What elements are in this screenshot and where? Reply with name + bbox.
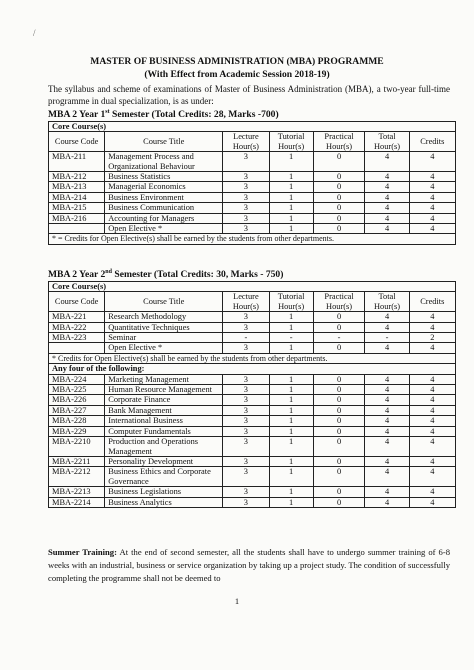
course-title-cell: Seminar bbox=[105, 333, 223, 343]
total-hours-cell: 4 bbox=[365, 497, 409, 507]
credits-cell: 2 bbox=[409, 333, 455, 343]
course-code-cell: MBA-225 bbox=[49, 385, 105, 395]
course-title-cell: Business Communication bbox=[105, 203, 223, 213]
credits-cell: 4 bbox=[409, 395, 455, 405]
document-title: MASTER OF BUSINESS ADMINISTRATION (MBA) PROGRAMME bbox=[90, 56, 384, 67]
total-hours-cell: 4 bbox=[365, 487, 409, 497]
lecture-hours-cell: 3 bbox=[223, 467, 269, 487]
course-code-cell: MBA-227 bbox=[49, 405, 105, 415]
credits-cell: 4 bbox=[409, 467, 455, 487]
course-row bbox=[49, 416, 456, 426]
tutorial-hours-cell: 1 bbox=[269, 213, 313, 223]
course-code-cell: MBA-226 bbox=[49, 395, 105, 405]
course-title-cell: Business Analytics bbox=[105, 497, 223, 507]
lecture-hours-cell: 3 bbox=[223, 172, 269, 182]
total-hours-cell: 4 bbox=[365, 416, 409, 426]
total-hours-cell: 4 bbox=[365, 437, 409, 457]
practical-hours-cell: 0 bbox=[313, 213, 365, 223]
course-title-cell: Management Process and Organizational Behaviour bbox=[105, 152, 223, 172]
course-title-cell: Production and Operations Management bbox=[105, 437, 223, 457]
credits-cell: 4 bbox=[409, 322, 455, 332]
course-title-cell: Bank Management bbox=[105, 405, 223, 415]
course-row bbox=[49, 497, 456, 507]
tutorial-hours-cell: 1 bbox=[269, 405, 313, 415]
col-credits: Credits bbox=[409, 132, 455, 152]
tutorial-hours-cell: 1 bbox=[269, 374, 313, 384]
course-row bbox=[49, 322, 456, 332]
col-total: Total Hour(s) bbox=[365, 132, 409, 152]
course-row bbox=[49, 395, 456, 405]
course-row bbox=[49, 213, 456, 223]
credits-cell: 4 bbox=[409, 192, 455, 202]
col-tutorial: Tutorial Hour(s) bbox=[269, 132, 313, 152]
practical-hours-cell: 0 bbox=[313, 385, 365, 395]
total-hours-cell: - bbox=[365, 333, 409, 343]
col-lecture: Lecture Hour(s) bbox=[223, 132, 269, 152]
course-title-cell: Business Legislations bbox=[105, 487, 223, 497]
course-code-cell: MBA-221 bbox=[49, 312, 105, 322]
practical-hours-cell: 0 bbox=[313, 343, 365, 353]
lecture-hours-cell: 3 bbox=[223, 224, 269, 234]
total-hours-cell: 4 bbox=[365, 182, 409, 192]
credits-cell: 4 bbox=[409, 456, 455, 466]
credits-cell: 4 bbox=[409, 343, 455, 353]
course-code-cell: MBA-224 bbox=[49, 374, 105, 384]
course-code-cell: MBA-2212 bbox=[49, 467, 105, 487]
course-row bbox=[49, 203, 456, 213]
course-title-cell: Personality Development bbox=[105, 456, 223, 466]
practical-hours-cell: 0 bbox=[313, 203, 365, 213]
credits-cell: 4 bbox=[409, 385, 455, 395]
course-row bbox=[49, 374, 456, 384]
course-row bbox=[49, 487, 456, 497]
total-hours-cell: 4 bbox=[365, 467, 409, 487]
credits-cell: 4 bbox=[409, 426, 455, 436]
tutorial-hours-cell: 1 bbox=[269, 224, 313, 234]
practical-hours-cell: 0 bbox=[313, 395, 365, 405]
total-hours-cell: 4 bbox=[365, 385, 409, 395]
course-code-cell: MBA-211 bbox=[49, 152, 105, 172]
lecture-hours-cell: 3 bbox=[223, 395, 269, 405]
course-title-cell: Marketing Management bbox=[105, 374, 223, 384]
credits-cell: 4 bbox=[409, 203, 455, 213]
course-code-cell: MBA-228 bbox=[49, 416, 105, 426]
tutorial-hours-cell: 1 bbox=[269, 426, 313, 436]
practical-hours-cell: 0 bbox=[313, 456, 365, 466]
practical-hours-cell: 0 bbox=[313, 172, 365, 182]
course-row bbox=[49, 467, 456, 487]
total-hours-cell: 4 bbox=[365, 213, 409, 223]
core-course-section: Core Course(s) bbox=[49, 122, 456, 132]
lecture-hours-cell: 3 bbox=[223, 213, 269, 223]
total-hours-cell: 4 bbox=[365, 224, 409, 234]
tutorial-hours-cell: 1 bbox=[269, 385, 313, 395]
lecture-hours-cell: 3 bbox=[223, 405, 269, 415]
semester-1-heading: MBA 2 Year 1st Semester (Total Credits: 28, Marks -700) bbox=[48, 109, 279, 121]
tutorial-hours-cell: 1 bbox=[269, 172, 313, 182]
course-code-cell bbox=[49, 343, 105, 353]
course-row bbox=[49, 152, 456, 172]
course-row bbox=[49, 437, 456, 457]
lecture-hours-cell: 3 bbox=[223, 192, 269, 202]
semester-1-table bbox=[48, 121, 456, 245]
course-code-cell: MBA-223 bbox=[49, 333, 105, 343]
course-code-cell: MBA-214 bbox=[49, 192, 105, 202]
total-hours-cell: 4 bbox=[365, 322, 409, 332]
course-row bbox=[49, 333, 456, 343]
lecture-hours-cell: 3 bbox=[223, 203, 269, 213]
course-row bbox=[49, 172, 456, 182]
course-row bbox=[49, 426, 456, 436]
course-row bbox=[49, 312, 456, 322]
lecture-hours-cell: 3 bbox=[223, 152, 269, 172]
practical-hours-cell: 0 bbox=[313, 224, 365, 234]
tutorial-hours-cell: 1 bbox=[269, 487, 313, 497]
core-course-section: Core Course(s) bbox=[49, 282, 456, 292]
practical-hours-cell: 0 bbox=[313, 416, 365, 426]
credits-cell: 4 bbox=[409, 182, 455, 192]
practical-hours-cell: 0 bbox=[313, 467, 365, 487]
credits-cell: 4 bbox=[409, 416, 455, 426]
practical-hours-cell: 0 bbox=[313, 322, 365, 332]
tutorial-hours-cell: 1 bbox=[269, 395, 313, 405]
tutorial-hours-cell: 1 bbox=[269, 152, 313, 172]
total-hours-cell: 4 bbox=[365, 192, 409, 202]
course-row bbox=[49, 182, 456, 192]
course-title-cell: Corporate Finance bbox=[105, 395, 223, 405]
lecture-hours-cell: 3 bbox=[223, 487, 269, 497]
course-title-cell: Business Statistics bbox=[105, 172, 223, 182]
course-code-cell bbox=[49, 224, 105, 234]
course-title-cell: Business Ethics and Corporate Governance bbox=[105, 467, 223, 487]
tutorial-hours-cell: 1 bbox=[269, 456, 313, 466]
course-code-cell: MBA-2214 bbox=[49, 497, 105, 507]
practical-hours-cell: 0 bbox=[313, 374, 365, 384]
credits-cell: 4 bbox=[409, 405, 455, 415]
summer-training-label: Summer Training: bbox=[48, 547, 117, 557]
lecture-hours-cell: 3 bbox=[223, 497, 269, 507]
lecture-hours-cell: 3 bbox=[223, 416, 269, 426]
practical-hours-cell: 0 bbox=[313, 312, 365, 322]
tutorial-hours-cell: 1 bbox=[269, 497, 313, 507]
lecture-hours-cell: 3 bbox=[223, 343, 269, 353]
course-title-cell: Research Methodology bbox=[105, 312, 223, 322]
course-row bbox=[49, 192, 456, 202]
lecture-hours-cell: 3 bbox=[223, 312, 269, 322]
course-title-cell: International Business bbox=[105, 416, 223, 426]
practical-hours-cell: 0 bbox=[313, 497, 365, 507]
course-title-cell: Quantitative Techniques bbox=[105, 322, 223, 332]
credits-cell: 4 bbox=[409, 152, 455, 172]
credits-cell: 4 bbox=[409, 374, 455, 384]
lecture-hours-cell: 3 bbox=[223, 385, 269, 395]
open-elective-note: * = Credits for Open Elective(s) shall be earned by the students from other departments. bbox=[49, 234, 456, 244]
practical-hours-cell: - bbox=[313, 333, 365, 343]
tutorial-hours-cell: 1 bbox=[269, 312, 313, 322]
col-total: Total Hour(s) bbox=[365, 292, 409, 312]
total-hours-cell: 4 bbox=[365, 312, 409, 322]
course-row bbox=[49, 224, 456, 234]
col-practical: Practical Hour(s) bbox=[313, 292, 365, 312]
credits-cell: 4 bbox=[409, 213, 455, 223]
practical-hours-cell: 0 bbox=[313, 487, 365, 497]
lecture-hours-cell: 3 bbox=[223, 322, 269, 332]
course-row bbox=[49, 343, 456, 353]
tutorial-hours-cell: 1 bbox=[269, 322, 313, 332]
scan-mark: / bbox=[33, 28, 36, 38]
semester-2-table bbox=[48, 281, 456, 508]
total-hours-cell: 4 bbox=[365, 343, 409, 353]
practical-hours-cell: 0 bbox=[313, 182, 365, 192]
course-code-cell: MBA-213 bbox=[49, 182, 105, 192]
tutorial-hours-cell: 1 bbox=[269, 192, 313, 202]
course-code-cell: MBA-212 bbox=[49, 172, 105, 182]
course-code-cell: MBA-2210 bbox=[49, 437, 105, 457]
col-credits: Credits bbox=[409, 292, 455, 312]
course-title-cell: Open Elective * bbox=[105, 224, 223, 234]
lecture-hours-cell: 3 bbox=[223, 426, 269, 436]
col-course-code: Course Code bbox=[49, 132, 105, 152]
total-hours-cell: 4 bbox=[365, 203, 409, 213]
course-row bbox=[49, 405, 456, 415]
col-course-title: Course Title bbox=[105, 292, 223, 312]
course-code-cell: MBA-215 bbox=[49, 203, 105, 213]
practical-hours-cell: 0 bbox=[313, 405, 365, 415]
intro-paragraph: The syllabus and scheme of examinations of Master of Business Administration (MBA), a two-year full-time programme in dual specialization, is as under: bbox=[48, 84, 450, 106]
open-elective-note: * Credits for Open Elective(s) shall be earned by the students from other departments. bbox=[49, 353, 456, 363]
tutorial-hours-cell: 1 bbox=[269, 467, 313, 487]
course-code-cell: MBA-2211 bbox=[49, 456, 105, 466]
total-hours-cell: 4 bbox=[365, 374, 409, 384]
course-code-cell: MBA-216 bbox=[49, 213, 105, 223]
practical-hours-cell: 0 bbox=[313, 426, 365, 436]
col-lecture: Lecture Hour(s) bbox=[223, 292, 269, 312]
total-hours-cell: 4 bbox=[365, 395, 409, 405]
course-title-cell: Open Elective * bbox=[105, 343, 223, 353]
col-tutorial: Tutorial Hour(s) bbox=[269, 292, 313, 312]
course-title-cell: Human Resource Management bbox=[105, 385, 223, 395]
course-code-cell: MBA-229 bbox=[49, 426, 105, 436]
col-course-code: Course Code bbox=[49, 292, 105, 312]
practical-hours-cell: 0 bbox=[313, 437, 365, 457]
tutorial-hours-cell: 1 bbox=[269, 437, 313, 457]
credits-cell: 4 bbox=[409, 487, 455, 497]
tutorial-hours-cell: - bbox=[269, 333, 313, 343]
document-subtitle: (With Effect from Academic Session 2018-19) bbox=[144, 69, 330, 80]
lecture-hours-cell: 3 bbox=[223, 456, 269, 466]
credits-cell: 4 bbox=[409, 497, 455, 507]
credits-cell: 4 bbox=[409, 312, 455, 322]
total-hours-cell: 4 bbox=[365, 172, 409, 182]
col-practical: Practical Hour(s) bbox=[313, 132, 365, 152]
lecture-hours-cell: - bbox=[223, 333, 269, 343]
credits-cell: 4 bbox=[409, 224, 455, 234]
lecture-hours-cell: 3 bbox=[223, 437, 269, 457]
course-title-cell: Accounting for Managers bbox=[105, 213, 223, 223]
col-course-title: Course Title bbox=[105, 132, 223, 152]
tutorial-hours-cell: 1 bbox=[269, 343, 313, 353]
credits-cell: 4 bbox=[409, 437, 455, 457]
course-title-cell: Managerial Economics bbox=[105, 182, 223, 192]
lecture-hours-cell: 3 bbox=[223, 374, 269, 384]
tutorial-hours-cell: 1 bbox=[269, 182, 313, 192]
elective-section-heading: Any four of the following: bbox=[49, 364, 456, 374]
course-row bbox=[49, 385, 456, 395]
course-row bbox=[49, 456, 456, 466]
course-code-cell: MBA-222 bbox=[49, 322, 105, 332]
tutorial-hours-cell: 1 bbox=[269, 203, 313, 213]
summer-training-paragraph: Summer Training: At the end of second semester, all the students shall have to undergo summer training of 6-8 weeks with an industrial, business or service organization by taking up a project study. The condition of successfully completing the programme shall not be deemed to bbox=[48, 547, 450, 583]
total-hours-cell: 4 bbox=[365, 405, 409, 415]
total-hours-cell: 4 bbox=[365, 456, 409, 466]
page-number: 1 bbox=[234, 596, 240, 606]
practical-hours-cell: 0 bbox=[313, 192, 365, 202]
lecture-hours-cell: 3 bbox=[223, 182, 269, 192]
semester-2-heading: MBA 2 Year 2nd Semester (Total Credits: 30, Marks - 750) bbox=[48, 269, 284, 281]
course-title-cell: Business Environment bbox=[105, 192, 223, 202]
credits-cell: 4 bbox=[409, 172, 455, 182]
total-hours-cell: 4 bbox=[365, 152, 409, 172]
tutorial-hours-cell: 1 bbox=[269, 416, 313, 426]
course-title-cell: Computer Fundamentals bbox=[105, 426, 223, 436]
total-hours-cell: 4 bbox=[365, 426, 409, 436]
course-code-cell: MBA-2213 bbox=[49, 487, 105, 497]
practical-hours-cell: 0 bbox=[313, 152, 365, 172]
